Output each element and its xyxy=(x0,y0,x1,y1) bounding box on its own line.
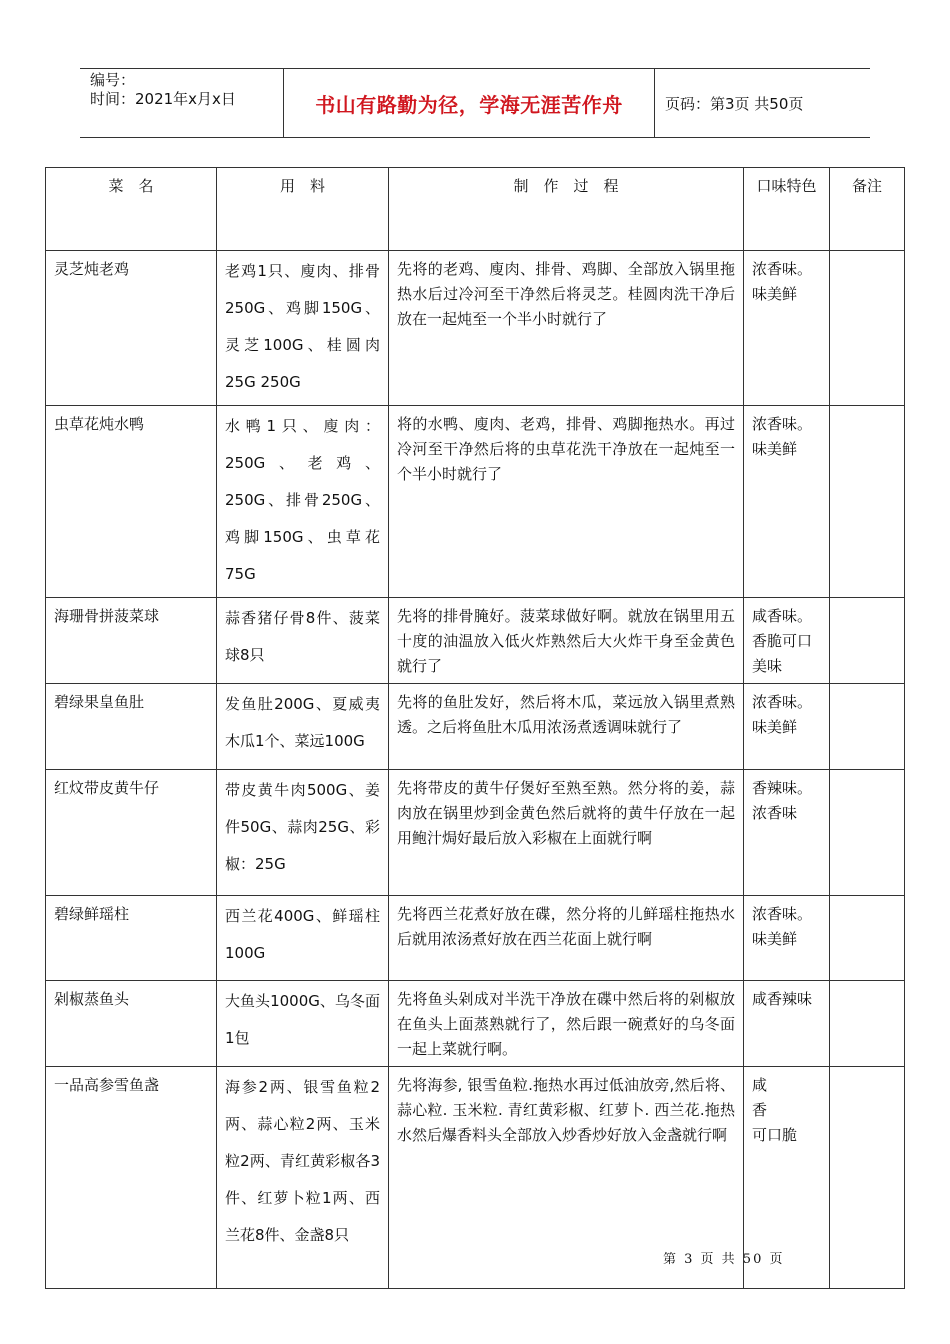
document-date: 时间：2021年x月x日 xyxy=(90,90,236,108)
table-row xyxy=(46,598,905,684)
dish-ingredients: 水鸭1只、廋肉：250G、老鸡、250G、排骨250G、鸡脚150G、虫草花75G xyxy=(217,406,389,598)
dish-taste: 咸香味。香脆可口美味 xyxy=(744,598,830,684)
dish-process: 先将的鱼肚发好，然后将木瓜，菜远放入锅里煮熟透。之后将鱼肚木瓜用浓汤煮透调味就行了 xyxy=(389,684,744,770)
dish-taste: 咸香辣味 xyxy=(744,981,830,1067)
dish-ingredients: 西兰花400G、鲜瑶柱100G xyxy=(217,896,389,981)
header-page-cell xyxy=(655,69,870,137)
column-header-process: 制 作 过 程 xyxy=(389,168,744,251)
column-header-ingredients: 用 料 xyxy=(217,168,389,251)
dish-ingredients: 蒜香猪仔骨8件、菠菜球8只 xyxy=(217,598,389,684)
table-row xyxy=(46,684,905,770)
dish-name: 剁椒蒸鱼头 xyxy=(46,981,217,1067)
table-row xyxy=(46,770,905,896)
dish-name: 一品高参雪鱼盏 xyxy=(46,1067,217,1289)
dish-remark xyxy=(830,1067,905,1289)
dish-name: 虫草花炖水鸭 xyxy=(46,406,217,598)
dish-ingredients: 海参2两、银雪鱼粒2两、蒜心粒2两、玉米粒2两、青红黄彩椒各3件、红萝卜粒1两、西兰花8件、金盏8只 xyxy=(217,1067,389,1289)
column-header-taste: 口味特色 xyxy=(744,168,830,251)
dish-ingredients: 大鱼头1000G、乌冬面1包 xyxy=(217,981,389,1067)
dish-remark xyxy=(830,770,905,896)
dish-name: 碧绿鲜瑶柱 xyxy=(46,896,217,981)
dish-ingredients: 发鱼肚200G、夏威夷木瓜1个、菜远100G xyxy=(217,684,389,770)
motto: 书山有路勤为径，学海无涯苦作舟 xyxy=(315,92,623,117)
table-row xyxy=(46,406,905,598)
table-row xyxy=(46,251,905,406)
dish-remark xyxy=(830,251,905,406)
dish-remark xyxy=(830,406,905,598)
header-motto-cell xyxy=(284,69,655,137)
dish-remark xyxy=(830,598,905,684)
header-page-number: 页码：第3页 共50页 xyxy=(665,94,804,113)
dish-process: 先将鱼头剁成对半洗干净放在碟中然后将的剁椒放在鱼头上面蒸熟就行了，然后跟一碗煮好的乌冬面一起上菜就行啊。 xyxy=(389,981,744,1067)
dish-taste: 浓香味。味美鲜 xyxy=(744,896,830,981)
dish-remark xyxy=(830,981,905,1067)
dish-name: 灵芝炖老鸡 xyxy=(46,251,217,406)
dish-taste: 浓香味。味美鲜 xyxy=(744,406,830,598)
dish-taste: 咸 香 可口脆 xyxy=(744,1067,830,1289)
table-header-row xyxy=(46,168,905,251)
dish-ingredients: 带皮黄牛肉500G、姜件50G、蒜肉25G、彩椒：25G xyxy=(217,770,389,896)
column-header-dish-name: 菜 名 xyxy=(46,168,217,251)
dish-remark xyxy=(830,684,905,770)
page-footer: 第 3 页 共 50 页 xyxy=(663,1252,785,1267)
table-row xyxy=(46,981,905,1067)
dish-taste: 香辣味。浓香味 xyxy=(744,770,830,896)
column-header-remark: 备注 xyxy=(830,168,905,251)
dish-process: 先将的老鸡、廋肉、排骨、鸡脚、全部放入锅里拖热水后过冷河至干净然后将灵芝。桂圆肉洗干净后放在一起炖至一个半小时就行了 xyxy=(389,251,744,406)
header-info-cell xyxy=(80,69,284,137)
dish-ingredients: 老鸡1只、廋肉、排骨250G、鸡脚150G、灵芝100G、桂圆肉25G 250G xyxy=(217,251,389,406)
table-row xyxy=(46,896,905,981)
dish-name: 红炆带皮黄牛仔 xyxy=(46,770,217,896)
dish-process: 先将西兰花煮好放在碟，然分将的儿鲜瑶柱拖热水后就用浓汤煮好放在西兰花面上就行啊 xyxy=(389,896,744,981)
document-number: 编号： xyxy=(90,71,136,89)
page-header xyxy=(80,68,870,138)
dish-name: 碧绿果皇鱼肚 xyxy=(46,684,217,770)
dish-process: 将的水鸭、廋肉、老鸡，排骨、鸡脚拖热水。再过冷河至干净然后将的虫草花洗干净放在一起炖至一个半小时就行了 xyxy=(389,406,744,598)
dish-process: 先将的排骨腌好。菠菜球做好啊。就放在锅里用五十度的油温放入低火炸熟然后大火炸干身至金黄色就行了 xyxy=(389,598,744,684)
dish-taste: 浓香味。味美鲜 xyxy=(744,684,830,770)
dish-remark xyxy=(830,896,905,981)
dish-process: 先将带皮的黄牛仔煲好至熟至熟。然分将的姜，蒜肉放在锅里炒到金黄色然后就将的黄牛仔放在一起用鲍汁焗好最后放入彩椒在上面就行啊 xyxy=(389,770,744,896)
dish-name: 海珊骨拼菠菜球 xyxy=(46,598,217,684)
dish-taste: 浓香味。味美鲜 xyxy=(744,251,830,406)
dish-process: 先将海参, 银雪鱼粒.拖热水再过低油放旁,然后将、蒜心粒. 玉米粒. 青红黄彩椒、红萝卜. 西兰花.拖热水然后爆香料头全部放入炒香炒好放入金盏就行啊 xyxy=(389,1067,744,1289)
recipe-table xyxy=(45,167,905,1289)
